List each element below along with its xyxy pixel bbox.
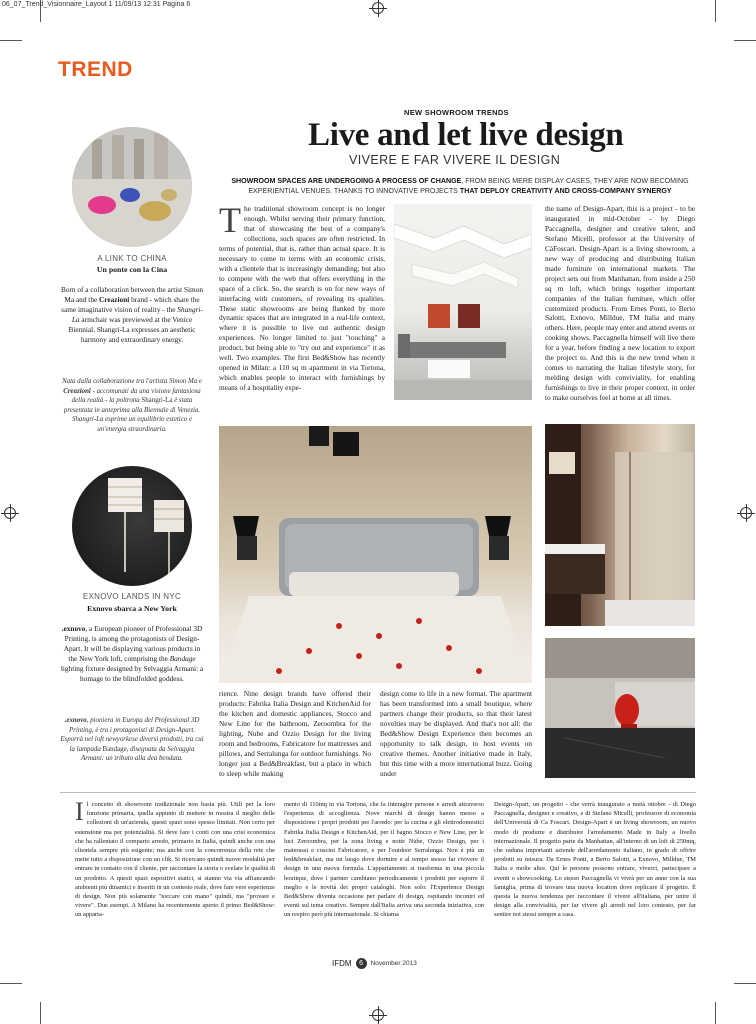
registration-mark-left — [4, 507, 16, 519]
standfirst-bold-1: SHOWROOM SPACES ARE UNDERGOING A PROCESS OF CHANGE — [231, 177, 462, 185]
standfirst-bold-2: THAT DEPLOY CREATIVITY AND CROSS-COMPANY SYNERGY — [459, 187, 672, 195]
italian-column-2 — [284, 800, 484, 920]
magazine-name: IFDM — [332, 959, 352, 968]
body-column-2b — [380, 689, 532, 779]
italian-column-1 — [75, 797, 275, 920]
sidebar2-body — [60, 624, 204, 684]
italian-column-3 — [494, 800, 696, 920]
italian-col3-text: Design-Apart, un progetto - che verrà inaugurato a metà ottobre - di Diego Paccagnella, designer e creativo, e di Stefano Micelli, professore di economia dell'Università di Ca Foscari. Design-Apart è un living showroom, un nuovo modo di produrre e distribuire l'arredamento Made in Italy a livello internazionale. Il progetto parte da Manhattan, all'interno di un loft di 250mq, che raduna importanti aziende dell'arredamento italiano, in grado di offrire prodotti su misura. Da Ernes Ponti, a Berto Salotti, a Exnovo, Milldue, TM Italia e molte altre. Qui le persone possono entrare, viverci, partecipare a eventi o showcooking. Lo stesso Paccagnella vi vivrà per un anno con la sua famiglia, prima di trovare una nuova location dove replicare il progetto. È questa la nuova tendenza per raccontare il vivere all'italiana, per unire il design alla convivialità, per far vivere gli arredi nel loro contesto, per far sentire noi stessi sempre a casa. — [494, 801, 696, 919]
sidebar1-title: A LINK TO CHINA — [97, 254, 167, 263]
sidebar2-body-a: , a European pioneer of Professional 3D Printing, is among the protagonists of Design-Apart. It will be displaying various products in the New York loft, comprising the — [63, 624, 203, 663]
registration-mark-bottom — [372, 1009, 384, 1021]
crop-mark-bl-v — [40, 1002, 41, 1024]
sidebar1-subtitle: Un ponte con la Cina — [96, 265, 168, 274]
standfirst-text: , FROM BEING MERE DISPLAY CASES, THEY ARE NOW BECOMING EXPERIENTIAL VENUES. THANKS TO INNOVATIVE PROJECTS — [248, 177, 689, 195]
sidebar2-italian — [60, 716, 204, 764]
article-kicker: NEW SHOWROOM TRENDS — [404, 108, 509, 117]
sidebar2-body-b: lighting fixture designed by Selvaggia Armani: a homage to the blindfolded goddess. — [60, 664, 204, 683]
sidebar2-lamp: Bandage — [169, 654, 196, 663]
sidebar2-ital-a: , pioniera in Europa del Professional 3D Printing, è tra i protagonisti di Design-Apart. Esporrà nel loft newyorkese diversi prodotti, tra cui la lampada — [60, 717, 204, 753]
crop-mark-tr-v — [715, 0, 716, 22]
body-column-3 — [545, 204, 695, 403]
sidebar1-body-c: armchair was previewed at the Venice Biennial. Shangri-La expresses an aesthetic harmony and extraordinary energy. — [68, 315, 196, 344]
registration-mark-right — [740, 507, 752, 519]
crop-mark-br-h — [734, 983, 756, 984]
sidebar2-ital-brand: .exnovo — [64, 717, 87, 724]
sidebar2-ital-lamp: Bandage — [102, 745, 127, 753]
sidebar1-ital-b: - accomunati da una visione fantasiosa della realtà - la poltrona — [71, 387, 201, 405]
sidebar2-subtitle: Exnovo sbarca a New York — [87, 604, 177, 613]
sidebar1-body-a: Born of a collaboration between the artist Simon Ma and the — [60, 285, 204, 304]
bathroom-photo — [545, 424, 695, 626]
sidebar1-chair: Shangri-La — [71, 305, 203, 324]
italian-col2-text: mento di 110mq in via Tortona, che fa interagire persone e arredi attraverso l'esperienza di accoglienza. Nove marchi di design hanno messo a disposizione i propri prodotti per l'arredo: per la cucina e gli elettrodomestici Fabrika Italia Design e KitchenAid, per il bagno Stocco e New Line, per le luci Zeroombra, per la zona living e notte Nube, Ozzio Design, per i materassi e cuscini Fabricatore, e per l'outdoor Serralunga. Non è più un bed&breakfast, ma un luogo dove dormire e al tempo stesso far rivivere il design in una nuova formula. L'appartamento si trasforma in una piccola boutique, dove i partner cambiano periodicamente i prodotti per esporre il meglio e le novità dei propri cataloghi. Non solo: l'Experience Design Bed&Show diventa occasione per parlare di design, ospitando incontri ed eventi sul tema creativo. Sempre dall'Italia arriva una seconda iniziativa, con un respiro però più internazionale. Si chiama — [284, 801, 484, 919]
section-label: TREND — [58, 58, 133, 81]
crop-mark-tl-h — [0, 40, 22, 41]
sidebar1-italian — [60, 377, 204, 435]
sidebar1-ital-c: è stata presentata in anteprima alla Biennale di Venezia. Shangri-La esprime un equilibrio estetico e un'energia straordinaria. — [63, 397, 201, 433]
sidebar1-ital-chair: Shangri-La — [141, 397, 173, 405]
sidebar1-brand: Creazioni — [99, 295, 130, 304]
sidebar1-ital-a: Nata dalla collaborazione tra l'artista Simon Ma e — [62, 378, 202, 385]
sidebar2-title: EXNOVO LANDS IN NYC — [82, 592, 182, 601]
sidebar2-brand: .exnovo — [61, 624, 86, 633]
article-headline: Live and let live design — [308, 117, 624, 153]
body-col2b-text: design come to life in a new format. The apartment has been transformed into a small boutique, where partners change their products, so that their latest novelties may be displayed. And that's not all: the Bed&Show Design Experience then becomes an opportunity to talk design, to host events on creative themes. Another initiative made in Italy, but this time with a more international buzz. Going under — [380, 689, 532, 778]
armchair-photo — [72, 127, 192, 247]
crop-mark-br-v — [715, 1002, 716, 1024]
italian-dropcap: I — [75, 797, 84, 826]
sidebar1-body — [60, 285, 204, 345]
italian-col1-text: l concetto di showroom tradizionale non basta più. Utili per la loro funzione primaria, quella appunto di mettere in mostra il meglio delle collezioni di un'azienda, questi spazi sono spesso limitati. Non certo per estensione ma per potenzialità. Si deve fare i conti con una crisi economica che ha rallentato il comparto arredo, primario in Italia, quindi anche con una clientela sempre più esigente; ma anche con la concorrenza della rete che mette tutto a disposizione con un clik. Si ricercano quindi nuove modalità per entrare in contatto con il cliente, per raccontare la storia o svelare le qualità di un prodotto. A questi spazi espositivi statici, si stanno via via affiancando ambienti più dinamici e inseriti in un contesto reale, dove fare vere esperienze di design. Non più solamente "toccare con mano" quindi, ma "provare e vivere". Due esempi. A Milano ha recentemente aperto il primo Bed&Show: un apparta- — [75, 801, 275, 919]
page-number: 6 — [356, 958, 367, 969]
crop-mark-tr-h — [734, 40, 756, 41]
page-footer — [332, 958, 417, 969]
divider-rule — [60, 792, 696, 793]
registration-mark-top — [372, 2, 384, 14]
issue-date: November 2013 — [370, 960, 417, 967]
sidebar2-ital-b: , disegnata da Selvaggia Armani: un tributo alla dea bendata. — [81, 745, 195, 763]
body-column-1b — [219, 689, 371, 779]
body-col1b-text: rience. Nine design brands have offered their products: Fabrika Italia Design and KitchenAid for the kitchen and domestic appliances, Stocco and New Line for the bathroom, Zeroombra for the lighting, Nube and Ozzio Design for the living room and bedrooms, Fabricatore for mattresses and pillows, and Serralunga for outdoor furnishings. No longer just a Bed&Breakfast, but a place in which to sleep while making — [219, 689, 371, 778]
article-standfirst — [228, 176, 692, 196]
sidebar1-ital-brand: Creazioni — [63, 387, 91, 395]
bedroom-photo — [219, 426, 532, 683]
body-dropcap: T — [219, 200, 241, 240]
crop-mark-bl-h — [0, 983, 22, 984]
article-subhead: VIVERE E FAR VIVERE IL DESIGN — [349, 153, 561, 167]
bandage-lamp-photo — [72, 466, 192, 586]
sidebar1-body-b: brand - which share the same imaginative vision of reality - the — [61, 295, 200, 314]
body-column-1 — [219, 200, 385, 393]
print-slug: 06_07_Trend_Visionnaire_Layout 1 11/09/13 12:31 Pagina 6 — [2, 1, 191, 8]
kitchen-photo — [545, 638, 695, 778]
body-col3-text: the name of Design-Apart, this is a project - to be inaugurated in mid-October - by Diego Paccagnella, designer and creative talent, and Stefano Micelli, professor at the University of CàFoscari. Design-Apart is a living showroom, a new way of producing and distributing Italian made furniture on international markets. The project sets out from Manhattan, from inside a 250 sq m loft, which brings together important companies of the Italian furniture, which offer customized products. From Ernes Ponti, to Berto Salotti, Exnovo, Milldue, TM Italia and many others. Here, people may enter and attend events or cooking shows. Paccagnella himself will live there for a year, before finding a new location to export the project to. And this is the new trend when it comes to narrating the Italian lifestyle story, for melding design with conviviality, for enabling furnishings to live in their proper context, in order to make ourselves feel at home at all times. — [545, 204, 695, 403]
body-col1-text: he traditional showroom concept is no longer enough. Whilst serving their primary function, that of showcasing the best of a company's collections, such spaces are often restricted. In terms of potential, that is, rather than actual space. It is necessary to come to terms with an economic crisis, with a clientele that is increasingly demanding; but also to compete with the web that offers everything in the space of a click. So, the search is on for new ways of interfacing with customers, of revealing its qualities. These static showrooms are being flanked by more dynamic spaces that are integrated in a real-life context, where it is possible to live out authentic design experiences. No longer limited to just "touching" a product, but being able to "try out and experience" it as well. Two examples. The first Bed&Show has recently opened in Milan: a 110 sq m apartment in via Tortona, which enables people to interact with furnishings by means of a hospitality expe- — [219, 204, 385, 393]
living-room-photo — [394, 204, 532, 400]
